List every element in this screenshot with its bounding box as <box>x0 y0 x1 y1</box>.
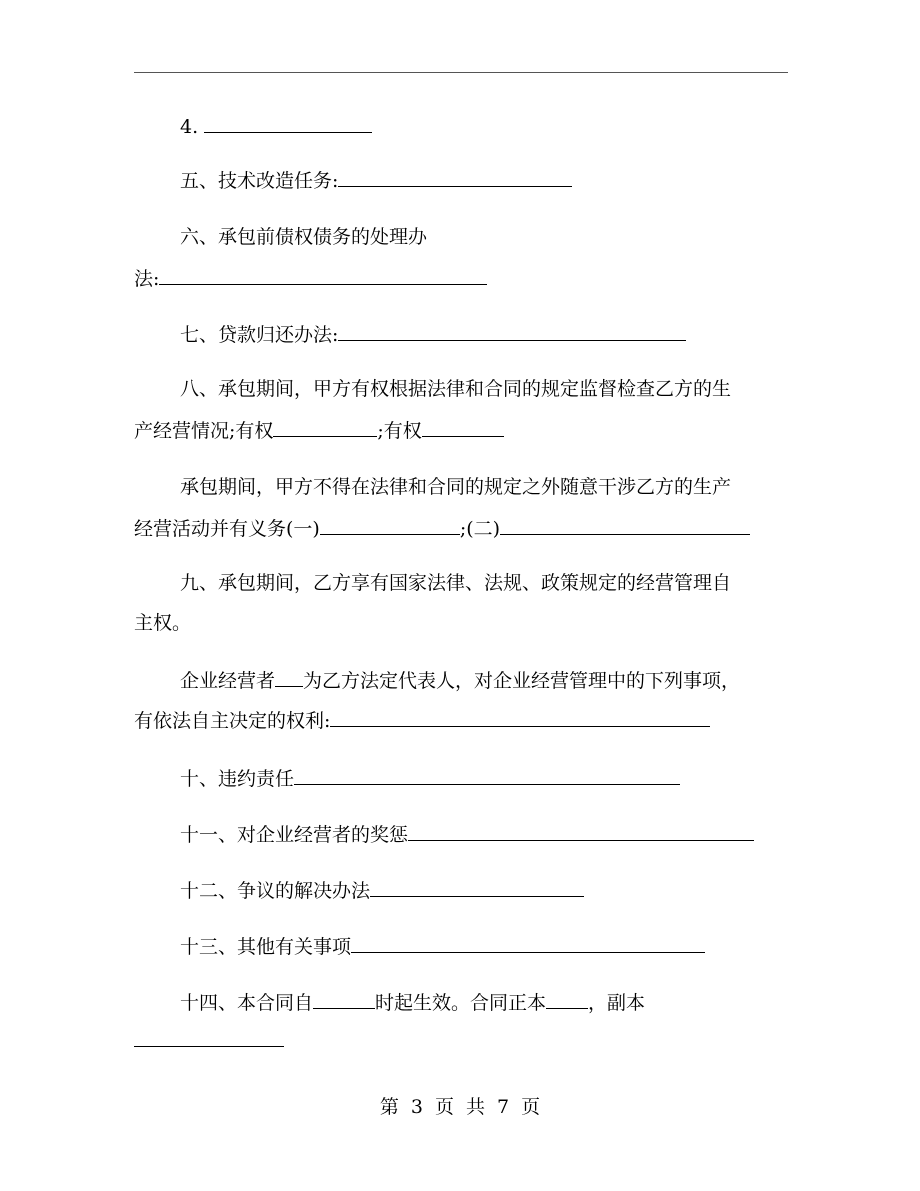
item-4: 4. <box>180 112 372 140</box>
item-12: 十二、争议的解决办法 <box>180 876 584 904</box>
item-7: 七、贷款归还办法: <box>180 320 686 348</box>
item-10: 十、违约责任 <box>180 764 680 792</box>
blank-field[interactable] <box>273 416 377 437</box>
blank-field[interactable] <box>351 932 705 953</box>
para-2-line2: 经营活动并有义务(一) ;(二) <box>134 514 750 542</box>
item-8-line1: 八、承包期间，甲方有权根据法律和合同的规定监督检查乙方的生 <box>180 378 732 400</box>
item-14-line1: 十四、本合同自 时起生效。合同正本 ，副本 <box>180 988 645 1016</box>
item-11: 十一、对企业经营者的奖惩 <box>180 820 754 848</box>
item-14-line2 <box>134 1026 284 1054</box>
para-3-line1: 企业经营者 为乙方法定代表人，对企业经营管理中的下列事项， <box>180 666 740 694</box>
blank-field[interactable] <box>320 514 460 535</box>
item-6-line2: 法: <box>134 264 487 292</box>
blank-field[interactable] <box>338 166 572 187</box>
blank-field[interactable] <box>546 988 588 1009</box>
para-3-line2: 有依法自主决定的权利: <box>134 706 710 734</box>
item-6-line1: 六、承包前债权债务的处理办 <box>180 226 428 248</box>
item-9-line1: 九、承包期间，乙方享有国家法律、法规、政策规定的经营管理自 <box>180 572 732 594</box>
blank-field[interactable] <box>275 666 303 687</box>
blank-field[interactable] <box>500 514 750 535</box>
blank-field[interactable] <box>338 320 686 341</box>
header-rule <box>134 72 788 73</box>
blank-field[interactable] <box>294 764 680 785</box>
blank-field[interactable] <box>408 820 754 841</box>
item-9-line2: 主权。 <box>134 612 192 634</box>
blank-field[interactable] <box>313 988 375 1009</box>
page-footer: 第 3 页 共 7 页 <box>379 1096 541 1118</box>
para-2-line1: 承包期间，甲方不得在法律和合同的规定之外随意干涉乙方的生产 <box>180 476 732 498</box>
item-8-line2: 产经营情况;有权 ;有权 <box>134 416 504 444</box>
blank-field[interactable] <box>330 706 710 727</box>
blank-field[interactable] <box>370 876 584 897</box>
blank-field[interactable] <box>204 112 372 133</box>
item-13: 十三、其他有关事项 <box>180 932 705 960</box>
blank-field[interactable] <box>159 264 487 285</box>
blank-field[interactable] <box>422 416 504 437</box>
blank-field[interactable] <box>134 1026 284 1047</box>
item-5: 五、技术改造任务: <box>180 166 572 194</box>
